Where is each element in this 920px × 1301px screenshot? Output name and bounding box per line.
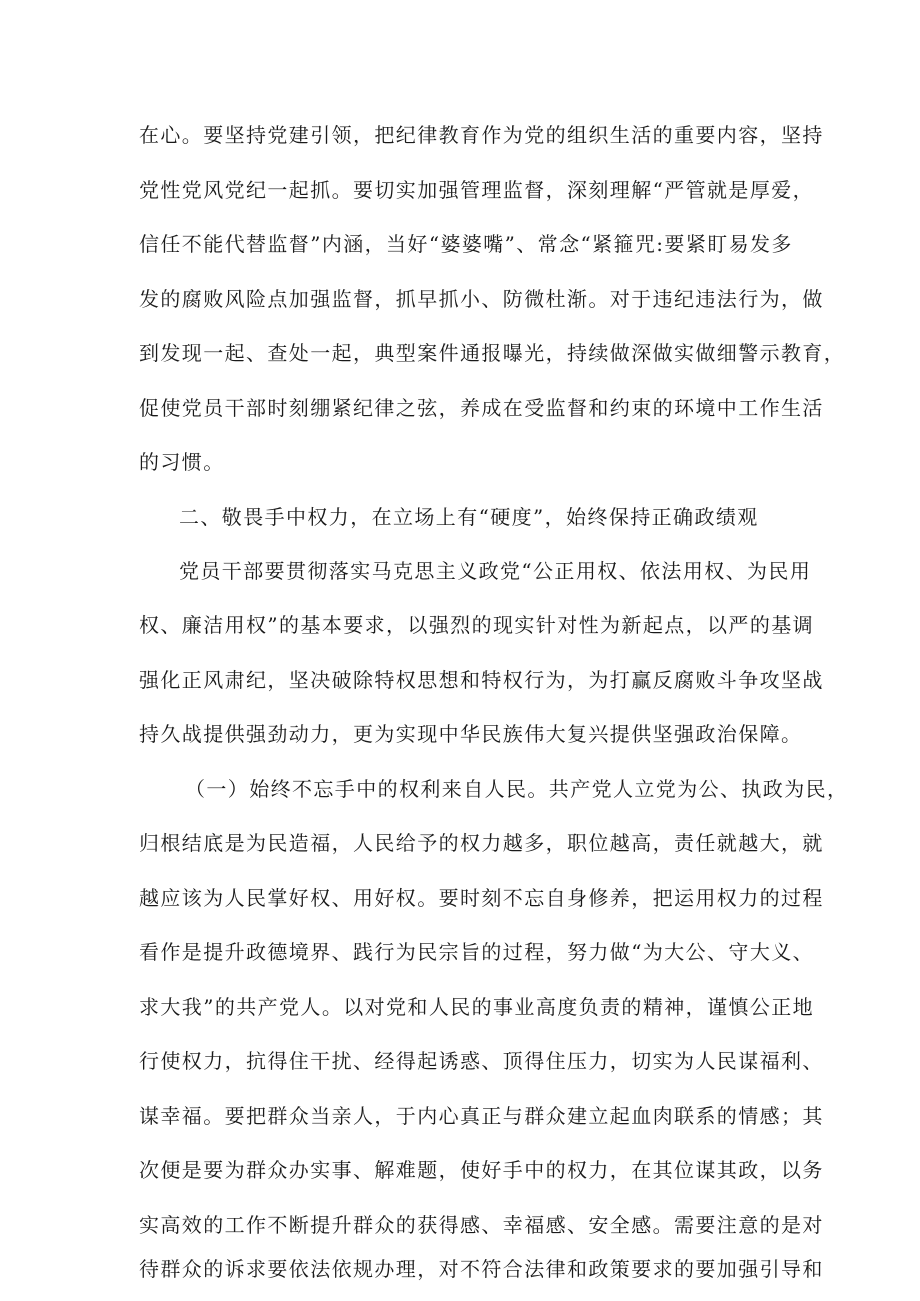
- text-line: 谋幸福。要把群众当亲人，于内心真正与群众建立起血肉联系的情感；其: [139, 1104, 824, 1128]
- text-line: 信任不能代替监督”内涵，当好“婆婆嘴”、常念“紧箍咒:要紧盯易发多: [139, 232, 793, 256]
- text-line: 权、廉洁用权”的基本要求，以强烈的现实针对性为新起点，以严的基调: [139, 613, 815, 637]
- subsection-line: （一）始终不忘手中的权利来自人民。共产党人立党为公、执政为民，: [185, 777, 849, 801]
- section-heading: 二、敬畏手中权力，在立场上有“硬度”，始终保持正确政绩观: [179, 505, 759, 529]
- text-line: 在心。要坚持党建引领，把纪律教育作为党的组织生活的重要内容，坚持: [139, 123, 824, 147]
- text-line: 实高效的工作不断提升群众的获得感、幸福感、安全感。需要注意的是对: [139, 1213, 824, 1237]
- text-line: 待群众的诉求要依法依规办理，对不符合法律和政策要求的要加强引导和: [139, 1257, 824, 1281]
- text-line: 党员干部要贯彻落实马克思主义政党“公正用权、依法用权、为民用: [179, 559, 812, 583]
- text-line: 促使党员干部时刻绷紧纪律之弦，养成在受监督和约束的环境中工作生活: [139, 396, 824, 420]
- text-line: 求大我”的共产党人。以对党和人民的事业高度负责的精神，谨慎公正地: [139, 995, 815, 1019]
- text-line: 发的腐败风险点加强监督，抓早抓小、防微杜渐。对于违纪违法行为，做: [139, 287, 824, 311]
- text-line: 的习惯。: [139, 450, 225, 474]
- text-line: 到发现一起、查处一起，典型案件通报曝光，持续做深做实做细警示教育，: [139, 341, 846, 365]
- text-line: 持久战提供强劲动力，更为实现中华民族伟大复兴提供坚强政治保障。: [139, 722, 803, 746]
- text-line: 次便是要为群众办实事、解难题，使好手中的权力，在其位谋其政，以务: [139, 1158, 824, 1182]
- text-line: 看作是提升政德境界、践行为民宗旨的过程，努力做“为大公、守大义、: [139, 940, 815, 964]
- text-line: 行使权力，抗得住干扰、经得起诱惑、顶得住压力，切实为人民谋福利、: [139, 1049, 824, 1073]
- text-line: 归根结底是为民造福，人民给予的权力越多，职位越高，责任就越大，就: [139, 831, 824, 855]
- text-line: 越应该为人民掌好权、用好权。要时刻不忘自身修养，把运用权力的过程: [139, 886, 824, 910]
- text-line: 党性党风党纪一起抓。要切实加强管理监督，深刻理解“严管就是厚爱，: [139, 178, 815, 202]
- text-line: 强化正风肃纪，坚决破除特权思想和特权行为，为打赢反腐败斗争攻坚战: [139, 668, 824, 692]
